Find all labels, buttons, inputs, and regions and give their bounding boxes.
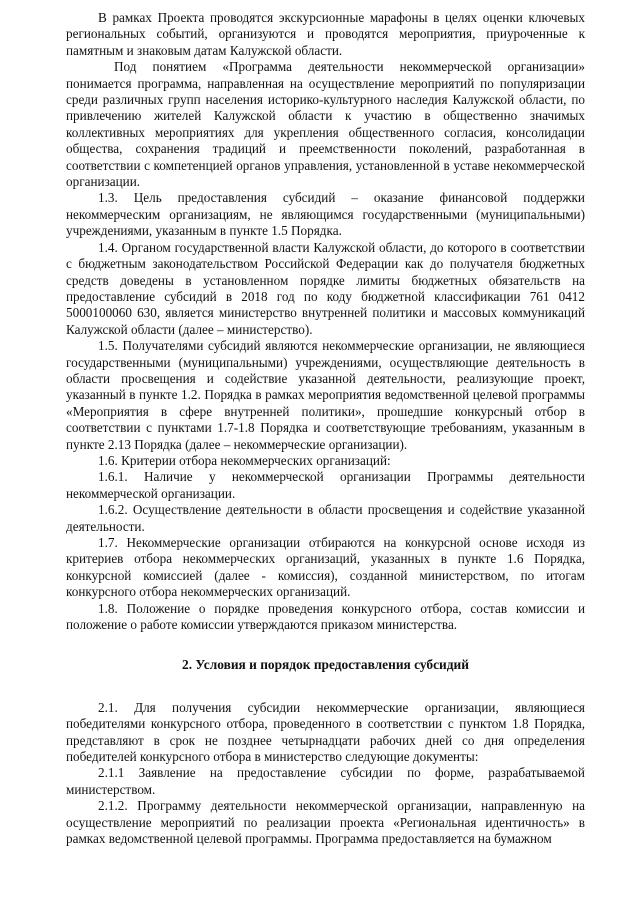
document-page: [66, 10, 585, 848]
paragraph-1-5: 1.5. Получателями субсидий являются некоммерческие организации, не являющиеся государственными (муниципальными) учреждениями, осуществляющие деятельность в области просвещения и содействие указанной деятельности, реализующие проект, указанный в пункте 1.2. Порядка в рамках мероприятия ведомственной целевой программы «Мероприятия в сфере внутренней политики», прошедшие конкурсный отбор в соответствии с пунктами 1.7-1.8 Порядка и соответствующие требованиям, указанным в пункте 2.13 Порядка (далее – некоммерческие организации).: [66, 338, 585, 452]
paragraph-2-1-1: 2.1.1 Заявление на предоставление субсидии по форме, разрабатываемой министерством.: [66, 765, 585, 797]
section-heading: 2. Условия и порядок предоставления субсидий: [182, 657, 469, 673]
paragraph-project-marathons: В рамках Проекта проводятся экскурсионные марафоны в целях оценки ключевых региональных событий, организуются и проводятся мероприятия, приуроченные к памятным и знаковым датам Калужской области.: [66, 10, 585, 58]
paragraph-1-4: 1.4. Органом государственной власти Калужской области, до которого в соответствии с бюджетным законодательством Российской Федерации как до получателя бюджетных средств доведены в установленном порядке лимиты бюджетных обязательств на предоставление субсидий в 2018 год по коду бюджетной классификации 761 0412 5000100060 630, является министерство внутренней политики и массовых коммуникаций Калужской области (далее – министерство).: [66, 239, 585, 337]
paragraph-1-6-2: 1.6.2. Осуществление деятельности в области просвещения и содействие указанной деятельности.: [66, 502, 585, 534]
paragraph-program-definition: Под понятием «Программа деятельности некоммерческой организации» понимается программа, направленная на осуществление мероприятий по популяризации среди различных групп населения историко-культурного наследия Калужской области, по привлечению жителей Калужской области к участию в общественно значимых коллективных мероприятиях для укрепления общественного согласия, консолидации общества, сохранения традиций и преемственности поколений, разработанная в соответствии с компетенцией органов управления, установленной в уставе некоммерческой организации.: [66, 59, 585, 190]
paragraph-1-6: 1.6. Критерии отбора некоммерческих организаций:: [98, 452, 391, 468]
paragraph-1-3: 1.3. Цель предоставления субсидий – оказание финансовой поддержки некоммерческим организациям, не являющимся государственными (муниципальными) учреждениями, указанным в пункте 1.5 Порядка.: [66, 190, 585, 239]
paragraph-1-8: 1.8. Положение о порядке проведения конкурсного отбора, состав комиссии и положение о работе комиссии утверждаются приказом министерства.: [66, 600, 585, 633]
paragraph-2-1: 2.1. Для получения субсидии некоммерческие организации, являющиеся победителями конкурсного отбора, проведенного в соответствии с пунктом 1.8 Порядка, представляют в срок не позднее четырнадцати рабочих дней со дня определения победителей конкурсного отбора в министерство следующие документы:: [66, 699, 585, 765]
paragraph-1-7: 1.7. Некоммерческие организации отбираются на конкурсной основе исходя из критериев отбора некоммерческих организаций, указанных в пункте 1.6 Порядка, конкурсной комиссией (далее - комиссия), созданной министерством, по итогам конкурсного отбора некоммерческих организаций.: [66, 535, 585, 600]
paragraph-1-6-1: 1.6.1. Наличие у некоммерческой организации Программы деятельности некоммерческой организации.: [66, 469, 585, 501]
paragraph-2-1-2: 2.1.2. Программу деятельности некоммерческой организации, направленную на осуществление мероприятий по реализации проекта «Региональная идентичность» в рамках ведомственной целевой программы. Программа предоставляется на бумажном: [66, 798, 585, 847]
